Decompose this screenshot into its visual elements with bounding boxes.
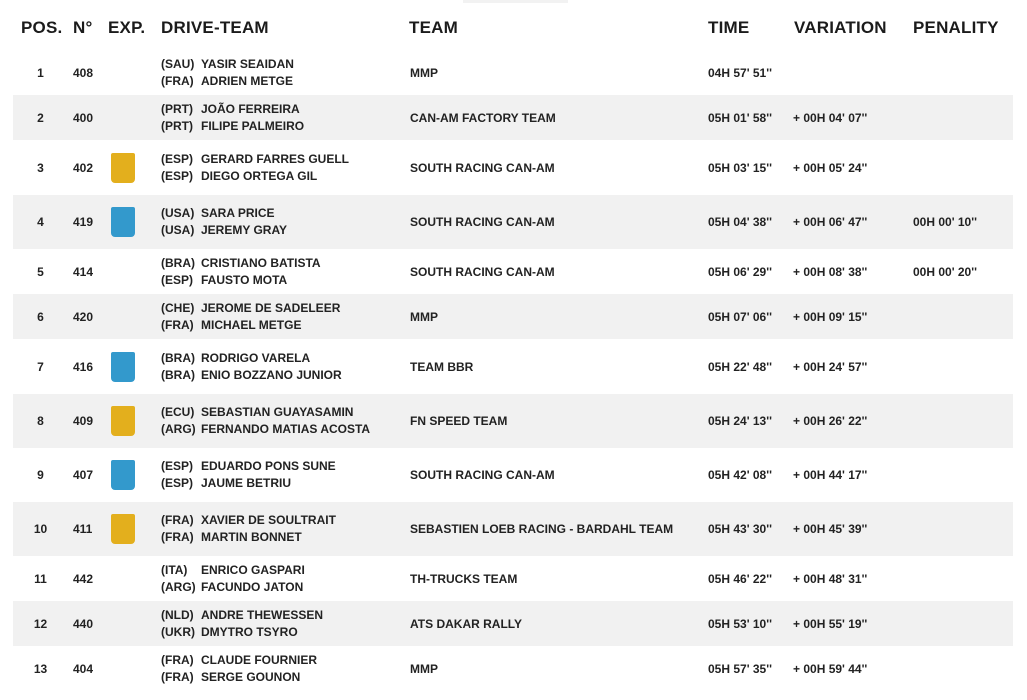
table-row[interactable] (13, 50, 1013, 95)
experience-badge-yellow (111, 514, 135, 544)
driver-country: (USA) (161, 223, 195, 237)
bib-number-cell: 400 (73, 110, 94, 125)
position-cell: 13 (33, 661, 48, 676)
driver-line (161, 101, 304, 118)
driver-country: (CHE) (161, 300, 195, 315)
driver-country: (BRA) (161, 367, 195, 382)
bib-number-cell: 419 (73, 215, 94, 229)
variation-cell: + 00H 05' 24'' (793, 160, 868, 175)
header-penality[interactable]: PENALITY (913, 18, 999, 37)
driver-country: (FRA) (161, 513, 194, 527)
team-cell[interactable]: SOUTH RACING CAN-AM (410, 215, 555, 229)
driver-name[interactable]: EDUARDO PONS SUNE (201, 459, 336, 473)
drivers-cell (161, 255, 321, 289)
time-cell: 04H 57' 51'' (708, 65, 772, 80)
time-cell: 05H 24' 13'' (708, 414, 772, 428)
team-cell[interactable]: SOUTH RACING CAN-AM (410, 264, 555, 279)
experience-badge-yellow (111, 153, 135, 183)
drivers-cell (161, 652, 317, 686)
table-row[interactable] (13, 601, 1013, 646)
driver-line (161, 458, 336, 475)
driver-line (161, 317, 340, 334)
driver-line (161, 222, 287, 239)
bib-number-cell: 407 (73, 468, 94, 482)
table-row[interactable] (13, 448, 1013, 502)
driver-country: (FRA) (161, 73, 194, 88)
header-num[interactable]: N° (73, 18, 93, 37)
experience-badge-blue (111, 352, 135, 382)
experience-badge-blue (111, 460, 135, 490)
driver-name[interactable]: MICHAEL METGE (201, 317, 302, 332)
team-cell[interactable]: SOUTH RACING CAN-AM (410, 468, 555, 482)
position-cell: 10 (33, 522, 48, 536)
driver-country: (ESP) (161, 168, 194, 183)
bib-number-cell: 414 (73, 264, 94, 279)
table-row[interactable] (13, 646, 1013, 691)
drivers-cell (161, 300, 340, 334)
position-cell: 2 (37, 110, 44, 125)
header-variation[interactable]: VARIATION (794, 18, 887, 37)
time-cell: 05H 42' 08'' (708, 468, 772, 482)
bib-number-cell: 409 (73, 414, 94, 428)
driver-name[interactable]: YASIR SEAIDAN (201, 56, 294, 71)
table-row[interactable] (13, 556, 1013, 601)
team-cell[interactable]: TEAM BBR (410, 359, 474, 374)
driver-line (161, 607, 323, 624)
header-exp[interactable]: EXP. (108, 18, 146, 37)
table-row[interactable] (13, 502, 1013, 556)
position-cell: 12 (33, 616, 48, 631)
time-cell: 05H 03' 15'' (708, 160, 772, 175)
drivers-cell (161, 205, 287, 239)
variation-cell: + 00H 45' 39'' (793, 522, 868, 536)
driver-name[interactable]: JOÃO FERREIRA (201, 101, 300, 116)
experience-badge-yellow (111, 406, 135, 436)
drivers-cell (161, 404, 370, 438)
driver-name[interactable]: ADRIEN METGE (201, 73, 294, 88)
driver-country: (FRA) (161, 669, 194, 684)
driver-name[interactable]: FACUNDO JATON (201, 579, 304, 594)
results-table (13, 50, 1013, 691)
driver-name[interactable]: SERGE GOUNON (201, 669, 301, 684)
experience-badge-blue (111, 207, 135, 237)
team-cell[interactable]: MMP (410, 661, 438, 676)
time-cell: 05H 53' 10'' (708, 616, 772, 631)
driver-country: (FRA) (161, 317, 194, 332)
driver-country: (ITA) (161, 562, 188, 577)
driver-name[interactable]: JAUME BETRIU (201, 476, 292, 490)
driver-line (161, 475, 336, 492)
driver-line (161, 73, 294, 90)
driver-country: (PRT) (161, 101, 193, 116)
header-team[interactable]: TEAM (409, 18, 458, 37)
variation-cell: + 00H 55' 19'' (793, 616, 868, 631)
driver-country: (FRA) (161, 530, 194, 544)
table-row[interactable] (13, 95, 1013, 140)
time-cell: 05H 06' 29'' (708, 264, 772, 279)
variation-cell: + 00H 06' 47'' (793, 215, 868, 229)
driver-line (161, 300, 340, 317)
driver-name[interactable]: JEREMY GRAY (201, 223, 288, 237)
driver-name[interactable]: DIEGO ORTEGA GIL (201, 168, 318, 183)
driver-country: (NLD) (161, 607, 194, 622)
driver-name[interactable]: ANDRE THEWESSEN (201, 607, 324, 622)
driver-line (161, 404, 370, 421)
driver-name[interactable]: CRISTIANO BATISTA (201, 255, 321, 270)
drivers-cell (161, 101, 304, 135)
drivers-cell (161, 56, 294, 90)
position-cell: 1 (37, 65, 44, 80)
position-cell: 4 (37, 215, 44, 229)
time-cell: 05H 07' 06'' (708, 309, 772, 324)
driver-country: (ESP) (161, 476, 194, 490)
table-row[interactable] (13, 249, 1013, 294)
time-cell: 05H 43' 30'' (708, 522, 772, 536)
team-cell[interactable]: CAN-AM FACTORY TEAM (410, 110, 556, 125)
variation-cell: + 00H 59' 44'' (793, 661, 868, 676)
driver-country: (ARG) (161, 422, 196, 436)
driver-name[interactable]: JEROME DE SADELEER (201, 300, 341, 315)
driver-line (161, 529, 336, 546)
driver-line (161, 579, 305, 596)
position-cell: 6 (37, 309, 44, 324)
table-row[interactable] (13, 394, 1013, 448)
time-cell: 05H 22' 48'' (708, 359, 772, 374)
header-drive-team[interactable]: DRIVE-TEAM (161, 18, 269, 37)
team-cell[interactable]: FN SPEED TEAM (410, 414, 508, 428)
drivers-cell (161, 350, 342, 384)
driver-line (161, 562, 305, 579)
driver-line (161, 151, 349, 168)
driver-name[interactable]: XAVIER DE SOULTRAIT (201, 513, 336, 527)
team-cell[interactable]: ATS DAKAR RALLY (410, 616, 523, 631)
driver-name[interactable]: FERNANDO MATIAS ACOSTA (201, 422, 371, 436)
driver-name[interactable]: ENIO BOZZANO JUNIOR (201, 367, 342, 382)
driver-name[interactable]: FAUSTO MOTA (201, 272, 288, 287)
drivers-cell (161, 458, 336, 492)
driver-line (161, 512, 336, 529)
time-cell: 05H 04' 38'' (708, 215, 772, 229)
position-cell: 9 (37, 468, 44, 482)
driver-country: (BRA) (161, 255, 195, 270)
driver-country: (UKR) (161, 624, 195, 639)
driver-country: (BRA) (161, 350, 195, 365)
driver-name[interactable]: MARTIN BONNET (201, 530, 302, 544)
header-pos[interactable]: POS. (21, 18, 63, 37)
driver-country: (USA) (161, 206, 195, 220)
driver-line (161, 350, 342, 367)
variation-cell: + 00H 04' 07'' (793, 110, 868, 125)
driver-line (161, 118, 304, 135)
drivers-cell (161, 607, 323, 641)
team-cell[interactable]: TH-TRUCKS TEAM (410, 571, 518, 586)
driver-line (161, 669, 317, 686)
variation-cell: + 00H 24' 57'' (793, 359, 868, 374)
driver-country: (ESP) (161, 151, 194, 166)
time-cell: 05H 46' 22'' (708, 571, 772, 586)
driver-country: (ESP) (161, 459, 194, 473)
driver-name[interactable]: DMYTRO TSYRO (201, 624, 298, 639)
penality-cell: 00H 00' 10'' (913, 215, 977, 229)
bib-number-cell: 440 (73, 616, 94, 631)
team-cell[interactable]: SOUTH RACING CAN-AM (410, 160, 555, 175)
driver-line (161, 367, 342, 384)
driver-line (161, 168, 349, 185)
driver-name[interactable]: GERARD FARRES GUELL (201, 151, 350, 166)
driver-line (161, 272, 321, 289)
team-cell[interactable]: SEBASTIEN LOEB RACING - BARDAHL TEAM (410, 522, 674, 536)
bib-number-cell: 404 (73, 661, 94, 676)
bib-number-cell: 416 (73, 359, 94, 374)
driver-line (161, 56, 294, 73)
bib-number-cell: 411 (73, 522, 93, 536)
driver-country: (SAU) (161, 56, 195, 71)
time-cell: 05H 57' 35'' (708, 661, 772, 676)
table-row[interactable] (13, 195, 1013, 249)
position-cell: 11 (34, 571, 47, 586)
driver-line (161, 421, 370, 438)
table-row[interactable] (13, 294, 1013, 339)
driver-line (161, 652, 317, 669)
position-cell: 8 (37, 414, 44, 428)
drivers-cell (161, 512, 336, 546)
bib-number-cell: 442 (73, 571, 94, 586)
driver-country: (ESP) (161, 272, 194, 287)
driver-country: (ARG) (161, 579, 196, 594)
driver-name[interactable]: FILIPE PALMEIRO (201, 118, 305, 133)
driver-name[interactable]: SARA PRICE (201, 206, 275, 220)
position-cell: 7 (37, 359, 44, 374)
bib-number-cell: 402 (73, 160, 94, 175)
time-cell: 05H 01' 58'' (708, 110, 772, 125)
drivers-cell (161, 562, 305, 596)
drivers-cell (161, 151, 349, 185)
bib-number-cell: 408 (73, 65, 94, 80)
variation-cell: + 00H 08' 38'' (793, 264, 868, 279)
driver-line (161, 205, 287, 222)
position-cell: 3 (37, 160, 44, 175)
driver-name[interactable]: SEBASTIAN GUAYASAMIN (201, 405, 354, 419)
table-header (0, 14, 1027, 42)
variation-cell: + 00H 09' 15'' (793, 309, 868, 324)
driver-line (161, 255, 321, 272)
driver-line (161, 624, 323, 641)
team-cell[interactable]: MMP (410, 309, 438, 324)
variation-cell: + 00H 26' 22'' (793, 414, 868, 428)
penality-cell: 00H 00' 20'' (913, 264, 977, 279)
table-row[interactable] (13, 140, 1013, 195)
driver-name[interactable]: CLAUDE FOURNIER (201, 652, 317, 667)
header-time[interactable]: TIME (708, 18, 750, 37)
driver-country: (PRT) (161, 118, 193, 133)
variation-cell: + 00H 48' 31'' (793, 571, 868, 586)
position-cell: 5 (37, 264, 44, 279)
team-cell[interactable]: MMP (410, 65, 438, 80)
driver-country: (ECU) (161, 405, 195, 419)
driver-country: (FRA) (161, 652, 194, 667)
driver-name[interactable]: RODRIGO VARELA (201, 350, 311, 365)
variation-cell: + 00H 44' 17'' (793, 468, 868, 482)
top-scroll-indicator (463, 0, 568, 3)
bib-number-cell: 420 (73, 309, 94, 324)
table-row[interactable] (13, 339, 1013, 394)
driver-name[interactable]: ENRICO GASPARI (201, 562, 305, 577)
